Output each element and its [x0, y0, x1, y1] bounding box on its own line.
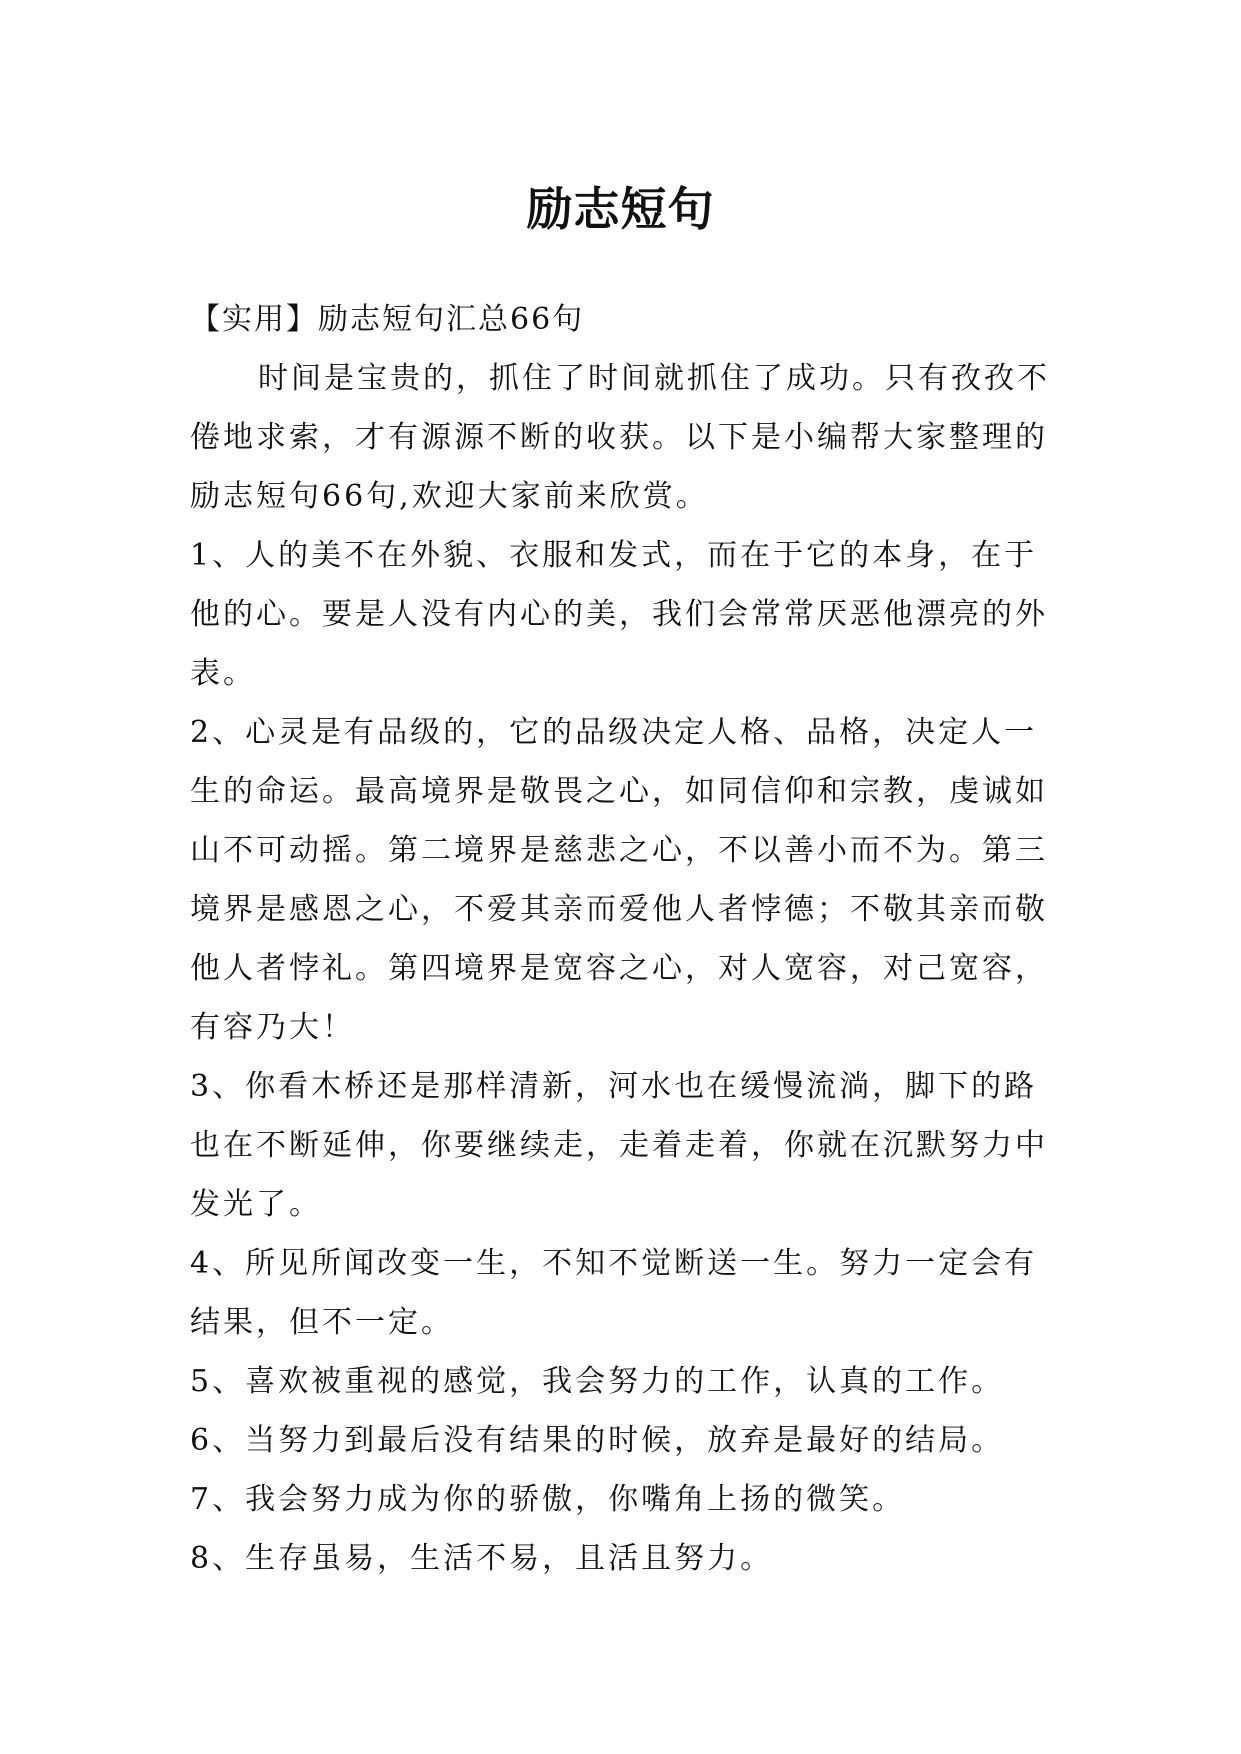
list-item: 1、人的美不在外貌、衣服和发式，而在于它的本身，在于他的心。要是人没有内心的美，我们会常常厌恶他漂亮的外表。: [190, 538, 1048, 691]
document-subtitle: 【实用】励志短句汇总66句: [190, 302, 585, 337]
document-title: 励志短句: [526, 181, 715, 236]
intro-paragraph: 时间是宝贵的，抓住了时间就抓住了成功。只有孜孜不倦地求索，才有源源不断的收获。以下是小编帮大家整理的励志短句66句,欢迎大家前来欣赏。: [190, 361, 1050, 514]
list-item: 2、心灵是有品级的，它的品级决定人格、品格，决定人一生的命运。最高境界是敬畏之心，如同信仰和宗教，虔诚如山不可动摇。第二境界是慈悲之心，不以善小而不为。第三境界是感恩之心，不爱其亲而爱他人者悖德；不敬其亲而敬他人者悖礼。第四境界是宽容之心，对人宽容，对己宽容，有容乃大！: [190, 715, 1048, 1045]
list-item: 4、所见所闻改变一生，不知不觉断送一生。努力一定会有结果，但不一定。: [190, 1246, 1038, 1340]
document-body: [190, 290, 1060, 1588]
list-item: 7、我会努力成为你的骄傲，你嘴角上扬的微笑。: [190, 1482, 906, 1517]
list-item: 6、当努力到最后没有结果的时候，放弃是最好的结局。: [190, 1423, 1005, 1458]
list-item: 8、生存虽易，生活不易，且活且努力。: [190, 1541, 774, 1576]
list-item: 5、喜欢被重视的感觉，我会努力的工作，认真的工作。: [190, 1364, 1005, 1399]
list-item: 3、你看木桥还是那样清新，河水也在缓慢流淌，脚下的路也在不断延伸，你要继续走，走着走着，你就在沉默努力中发光了。: [190, 1069, 1048, 1222]
